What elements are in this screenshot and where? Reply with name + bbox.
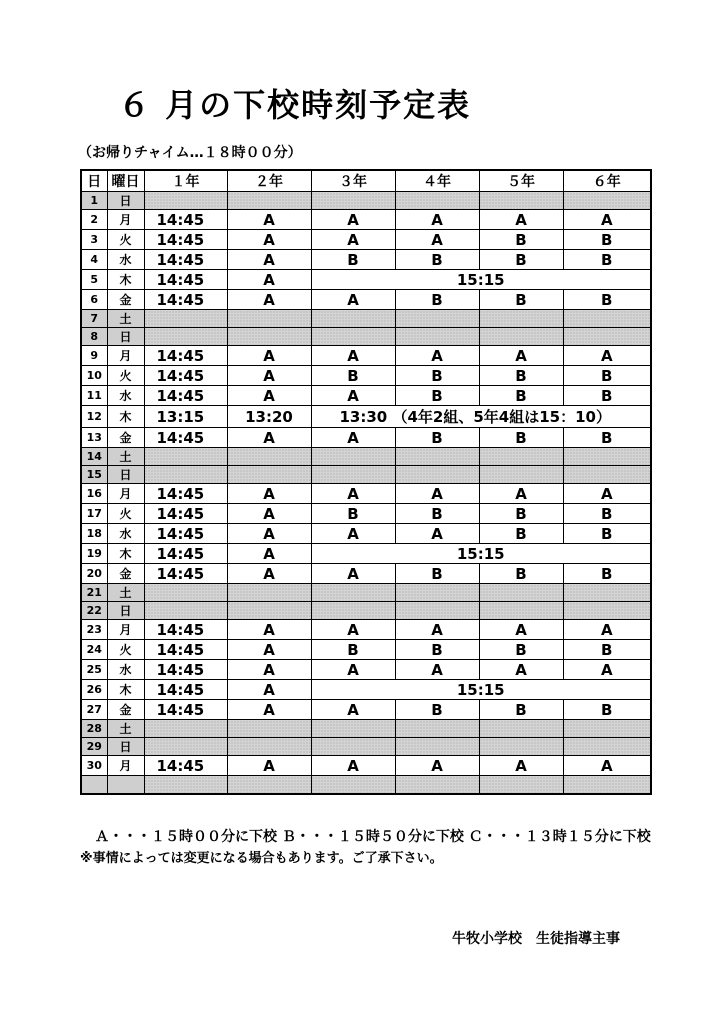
day-cell: 11 bbox=[81, 386, 107, 406]
header-grade-4: ４年 bbox=[395, 170, 479, 192]
time-cell: 14:45 bbox=[144, 346, 227, 366]
time-cell: B bbox=[395, 250, 479, 270]
table-row bbox=[81, 192, 651, 210]
table-row bbox=[81, 290, 651, 310]
table-row bbox=[81, 230, 651, 250]
merged-time-cell: 15:15 bbox=[311, 544, 651, 564]
weekday-cell: 月 bbox=[107, 484, 144, 504]
merged-time-cell: 15:15 bbox=[311, 680, 651, 700]
time-cell: A bbox=[311, 484, 395, 504]
time-cell: B bbox=[395, 564, 479, 584]
time-cell: 14:45 bbox=[144, 386, 227, 406]
weekday-cell: 水 bbox=[107, 250, 144, 270]
time-cell: A bbox=[563, 484, 651, 504]
empty-cell bbox=[144, 720, 227, 738]
table-row bbox=[81, 250, 651, 270]
header-grade-6: ６年 bbox=[563, 170, 651, 192]
empty-cell bbox=[311, 192, 395, 210]
time-cell: A bbox=[227, 210, 311, 230]
empty-cell bbox=[563, 466, 651, 484]
empty-cell bbox=[563, 720, 651, 738]
time-cell: A bbox=[479, 660, 563, 680]
time-cell: B bbox=[563, 640, 651, 660]
time-cell: 13:20 bbox=[227, 406, 311, 428]
table-row bbox=[81, 346, 651, 366]
day-cell: 14 bbox=[81, 448, 107, 466]
time-cell: B bbox=[479, 428, 563, 448]
table-row bbox=[81, 504, 651, 524]
empty-cell bbox=[227, 310, 311, 328]
weekday-cell: 月 bbox=[107, 210, 144, 230]
time-cell: B bbox=[563, 428, 651, 448]
table-row bbox=[81, 738, 651, 756]
day-cell: 16 bbox=[81, 484, 107, 504]
table-row bbox=[81, 448, 651, 466]
weekday-cell: 金 bbox=[107, 290, 144, 310]
empty-cell bbox=[311, 776, 395, 795]
table-row bbox=[81, 776, 651, 795]
empty-cell bbox=[227, 602, 311, 620]
time-cell: A bbox=[227, 428, 311, 448]
signer-role: 生徒指導主事 bbox=[536, 931, 620, 947]
day-cell: 25 bbox=[81, 660, 107, 680]
day-cell: 4 bbox=[81, 250, 107, 270]
day-cell: 3 bbox=[81, 230, 107, 250]
time-cell: 14:45 bbox=[144, 564, 227, 584]
weekday-cell: 火 bbox=[107, 230, 144, 250]
empty-cell bbox=[479, 776, 563, 795]
schedule-table bbox=[80, 169, 652, 795]
time-cell: 14:45 bbox=[144, 620, 227, 640]
time-cell: B bbox=[395, 366, 479, 386]
header-grade-1: １年 bbox=[144, 170, 227, 192]
time-cell: B bbox=[311, 366, 395, 386]
weekday-cell: 土 bbox=[107, 720, 144, 738]
empty-cell bbox=[311, 448, 395, 466]
weekday-cell: 月 bbox=[107, 620, 144, 640]
weekday-cell bbox=[107, 776, 144, 795]
weekday-cell: 月 bbox=[107, 346, 144, 366]
weekday-cell: 水 bbox=[107, 386, 144, 406]
day-cell: 12 bbox=[81, 406, 107, 428]
empty-cell bbox=[479, 738, 563, 756]
empty-cell bbox=[395, 310, 479, 328]
empty-cell bbox=[479, 328, 563, 346]
day-cell: 2 bbox=[81, 210, 107, 230]
time-cell: 14:45 bbox=[144, 680, 227, 700]
time-cell: A bbox=[311, 564, 395, 584]
empty-cell bbox=[563, 448, 651, 466]
page-title: ６ 月の下校時刻予定表 bbox=[118, 86, 472, 124]
table-row bbox=[81, 544, 651, 564]
empty-cell bbox=[563, 602, 651, 620]
time-cell: A bbox=[227, 620, 311, 640]
table-row bbox=[81, 428, 651, 448]
time-cell: A bbox=[395, 346, 479, 366]
day-cell: 27 bbox=[81, 700, 107, 720]
time-cell: 14:45 bbox=[144, 524, 227, 544]
weekday-cell: 木 bbox=[107, 680, 144, 700]
time-cell: A bbox=[563, 210, 651, 230]
time-cell: A bbox=[395, 524, 479, 544]
weekday-cell: 木 bbox=[107, 270, 144, 290]
time-cell: B bbox=[563, 524, 651, 544]
time-cell: B bbox=[563, 504, 651, 524]
empty-cell bbox=[311, 584, 395, 602]
empty-cell bbox=[227, 328, 311, 346]
weekday-cell: 金 bbox=[107, 700, 144, 720]
table-row bbox=[81, 328, 651, 346]
time-cell: A bbox=[563, 756, 651, 776]
time-cell: B bbox=[563, 250, 651, 270]
time-cell: A bbox=[311, 428, 395, 448]
weekday-cell: 日 bbox=[107, 192, 144, 210]
empty-cell bbox=[311, 466, 395, 484]
empty-cell bbox=[144, 310, 227, 328]
time-cell: A bbox=[563, 346, 651, 366]
time-cell: B bbox=[395, 428, 479, 448]
header-grade-2: ２年 bbox=[227, 170, 311, 192]
table-row bbox=[81, 640, 651, 660]
empty-cell bbox=[395, 720, 479, 738]
empty-cell bbox=[563, 776, 651, 795]
table-row bbox=[81, 270, 651, 290]
time-cell: A bbox=[227, 270, 311, 290]
empty-cell bbox=[311, 720, 395, 738]
time-cell: A bbox=[227, 230, 311, 250]
day-cell: 20 bbox=[81, 564, 107, 584]
table-row bbox=[81, 484, 651, 504]
day-cell: 1 bbox=[81, 192, 107, 210]
day-cell: 30 bbox=[81, 756, 107, 776]
time-cell: A bbox=[479, 620, 563, 640]
day-cell: 26 bbox=[81, 680, 107, 700]
time-cell: A bbox=[395, 620, 479, 640]
empty-cell bbox=[227, 584, 311, 602]
table-row bbox=[81, 466, 651, 484]
legend-note: Ａ・・・１５時００分に下校 Ｂ・・・１５時５０分に下校 Ｃ・・・１３時１５分に下校 bbox=[95, 829, 651, 845]
empty-cell bbox=[144, 448, 227, 466]
time-cell: A bbox=[227, 366, 311, 386]
table-row bbox=[81, 310, 651, 328]
empty-cell bbox=[479, 448, 563, 466]
time-cell: B bbox=[395, 290, 479, 310]
table-row bbox=[81, 386, 651, 406]
school-name: 牛牧小学校 bbox=[452, 931, 522, 947]
time-cell: B bbox=[479, 524, 563, 544]
empty-cell bbox=[227, 448, 311, 466]
time-cell: A bbox=[227, 346, 311, 366]
weekday-cell: 日 bbox=[107, 738, 144, 756]
day-cell: 7 bbox=[81, 310, 107, 328]
table-row bbox=[81, 210, 651, 230]
time-cell: A bbox=[227, 484, 311, 504]
time-cell: A bbox=[311, 386, 395, 406]
time-cell: A bbox=[227, 250, 311, 270]
empty-cell bbox=[144, 602, 227, 620]
table-row bbox=[81, 406, 651, 428]
empty-cell bbox=[563, 192, 651, 210]
table-row bbox=[81, 366, 651, 386]
time-cell: B bbox=[395, 504, 479, 524]
weekday-cell: 木 bbox=[107, 544, 144, 564]
time-cell: 14:45 bbox=[144, 484, 227, 504]
empty-cell bbox=[311, 310, 395, 328]
time-cell: 13:15 bbox=[144, 406, 227, 428]
header-grade-3: ３年 bbox=[311, 170, 395, 192]
time-cell: B bbox=[479, 640, 563, 660]
time-cell: A bbox=[227, 756, 311, 776]
empty-cell bbox=[479, 720, 563, 738]
day-cell: 29 bbox=[81, 738, 107, 756]
empty-cell bbox=[227, 192, 311, 210]
time-cell: 14:45 bbox=[144, 290, 227, 310]
table-row bbox=[81, 620, 651, 640]
table-row bbox=[81, 680, 651, 700]
empty-cell bbox=[479, 584, 563, 602]
day-cell: 17 bbox=[81, 504, 107, 524]
header-day: 日 bbox=[81, 170, 107, 192]
empty-cell bbox=[144, 192, 227, 210]
empty-cell bbox=[311, 602, 395, 620]
empty-cell bbox=[479, 310, 563, 328]
time-cell: A bbox=[395, 660, 479, 680]
time-cell: 14:45 bbox=[144, 270, 227, 290]
time-cell: 14:45 bbox=[144, 504, 227, 524]
time-cell: 14:45 bbox=[144, 660, 227, 680]
caution-note: ※事情によっては変更になる場合もあります。ご了承下さい。 bbox=[80, 851, 443, 866]
weekday-cell: 水 bbox=[107, 524, 144, 544]
empty-cell bbox=[395, 466, 479, 484]
weekday-cell: 土 bbox=[107, 448, 144, 466]
time-cell: A bbox=[227, 660, 311, 680]
time-cell: A bbox=[227, 504, 311, 524]
empty-cell bbox=[144, 328, 227, 346]
time-cell: A bbox=[227, 290, 311, 310]
time-cell: B bbox=[311, 504, 395, 524]
day-cell: 18 bbox=[81, 524, 107, 544]
day-cell: 9 bbox=[81, 346, 107, 366]
empty-cell bbox=[311, 328, 395, 346]
time-cell: B bbox=[395, 640, 479, 660]
header-weekday: 曜日 bbox=[107, 170, 144, 192]
weekday-cell: 日 bbox=[107, 602, 144, 620]
time-cell: 14:45 bbox=[144, 640, 227, 660]
day-cell: 13 bbox=[81, 428, 107, 448]
weekday-cell: 金 bbox=[107, 428, 144, 448]
empty-cell bbox=[395, 776, 479, 795]
time-cell: A bbox=[227, 680, 311, 700]
time-cell: A bbox=[311, 660, 395, 680]
empty-cell bbox=[563, 328, 651, 346]
time-cell: B bbox=[311, 640, 395, 660]
time-cell: 14:45 bbox=[144, 756, 227, 776]
table-row bbox=[81, 720, 651, 738]
empty-cell bbox=[395, 602, 479, 620]
schedule-body bbox=[81, 192, 651, 795]
time-cell: B bbox=[479, 386, 563, 406]
time-cell: A bbox=[311, 700, 395, 720]
time-cell: A bbox=[479, 210, 563, 230]
time-cell: B bbox=[563, 290, 651, 310]
time-cell: B bbox=[311, 250, 395, 270]
time-cell: A bbox=[311, 620, 395, 640]
weekday-cell: 土 bbox=[107, 310, 144, 328]
time-cell: 14:45 bbox=[144, 544, 227, 564]
table-row bbox=[81, 584, 651, 602]
time-cell: A bbox=[311, 210, 395, 230]
time-cell: A bbox=[227, 564, 311, 584]
weekday-cell: 火 bbox=[107, 504, 144, 524]
time-cell: A bbox=[395, 230, 479, 250]
day-cell: 8 bbox=[81, 328, 107, 346]
empty-cell bbox=[227, 720, 311, 738]
weekday-cell: 金 bbox=[107, 564, 144, 584]
table-row bbox=[81, 564, 651, 584]
merged-time-cell: 15:15 bbox=[311, 270, 651, 290]
time-cell: A bbox=[395, 210, 479, 230]
header-grade-5: ５年 bbox=[479, 170, 563, 192]
weekday-cell: 木 bbox=[107, 406, 144, 428]
weekday-cell: 日 bbox=[107, 328, 144, 346]
time-cell: A bbox=[227, 386, 311, 406]
weekday-cell: 日 bbox=[107, 466, 144, 484]
time-cell: A bbox=[311, 346, 395, 366]
time-cell: B bbox=[563, 564, 651, 584]
time-cell: A bbox=[395, 756, 479, 776]
merged-time-cell: 13:30 （4年2組、5年4組は15：10） bbox=[311, 406, 651, 428]
time-cell: 14:45 bbox=[144, 700, 227, 720]
time-cell: A bbox=[227, 544, 311, 564]
weekday-cell: 水 bbox=[107, 660, 144, 680]
empty-cell bbox=[227, 776, 311, 795]
time-cell: B bbox=[479, 230, 563, 250]
chime-note: （お帰りチャイム…１８時００分） bbox=[78, 145, 302, 161]
empty-cell bbox=[144, 776, 227, 795]
day-cell: 21 bbox=[81, 584, 107, 602]
table-header-row bbox=[81, 170, 651, 192]
weekday-cell: 月 bbox=[107, 756, 144, 776]
time-cell: A bbox=[311, 756, 395, 776]
time-cell: 14:45 bbox=[144, 366, 227, 386]
table-row bbox=[81, 756, 651, 776]
empty-cell bbox=[479, 192, 563, 210]
time-cell: A bbox=[479, 484, 563, 504]
time-cell: A bbox=[563, 620, 651, 640]
time-cell: B bbox=[563, 366, 651, 386]
time-cell: B bbox=[395, 386, 479, 406]
time-cell: B bbox=[479, 366, 563, 386]
time-cell: A bbox=[227, 640, 311, 660]
time-cell: B bbox=[563, 230, 651, 250]
empty-cell bbox=[563, 738, 651, 756]
time-cell: B bbox=[479, 564, 563, 584]
time-cell: B bbox=[395, 700, 479, 720]
empty-cell bbox=[479, 466, 563, 484]
empty-cell bbox=[144, 738, 227, 756]
table-row bbox=[81, 700, 651, 720]
time-cell: A bbox=[479, 346, 563, 366]
day-cell: 5 bbox=[81, 270, 107, 290]
time-cell: A bbox=[311, 230, 395, 250]
time-cell: B bbox=[563, 386, 651, 406]
time-cell: A bbox=[227, 524, 311, 544]
empty-cell bbox=[395, 192, 479, 210]
time-cell: B bbox=[479, 700, 563, 720]
weekday-cell: 土 bbox=[107, 584, 144, 602]
empty-cell bbox=[395, 584, 479, 602]
time-cell: A bbox=[563, 660, 651, 680]
table-row bbox=[81, 524, 651, 544]
time-cell: B bbox=[479, 250, 563, 270]
day-cell: 19 bbox=[81, 544, 107, 564]
empty-cell bbox=[227, 466, 311, 484]
empty-cell bbox=[395, 328, 479, 346]
empty-cell bbox=[563, 584, 651, 602]
time-cell: B bbox=[563, 700, 651, 720]
time-cell: 14:45 bbox=[144, 250, 227, 270]
day-cell: 10 bbox=[81, 366, 107, 386]
day-cell: 23 bbox=[81, 620, 107, 640]
empty-cell bbox=[395, 448, 479, 466]
empty-cell bbox=[144, 584, 227, 602]
time-cell: B bbox=[479, 290, 563, 310]
weekday-cell: 火 bbox=[107, 366, 144, 386]
time-cell: A bbox=[311, 290, 395, 310]
time-cell: B bbox=[479, 504, 563, 524]
day-cell: 28 bbox=[81, 720, 107, 738]
day-cell: 15 bbox=[81, 466, 107, 484]
time-cell: 14:45 bbox=[144, 428, 227, 448]
time-cell: 14:45 bbox=[144, 230, 227, 250]
day-cell bbox=[81, 776, 107, 795]
table-row bbox=[81, 660, 651, 680]
time-cell: A bbox=[311, 524, 395, 544]
empty-cell bbox=[144, 466, 227, 484]
empty-cell bbox=[479, 602, 563, 620]
day-cell: 24 bbox=[81, 640, 107, 660]
weekday-cell: 火 bbox=[107, 640, 144, 660]
table-row bbox=[81, 602, 651, 620]
time-cell: A bbox=[227, 700, 311, 720]
time-cell: 14:45 bbox=[144, 210, 227, 230]
empty-cell bbox=[311, 738, 395, 756]
empty-cell bbox=[227, 738, 311, 756]
day-cell: 22 bbox=[81, 602, 107, 620]
signature bbox=[452, 928, 620, 948]
empty-cell bbox=[395, 738, 479, 756]
day-cell: 6 bbox=[81, 290, 107, 310]
empty-cell bbox=[563, 310, 651, 328]
time-cell: A bbox=[479, 756, 563, 776]
time-cell: A bbox=[395, 484, 479, 504]
